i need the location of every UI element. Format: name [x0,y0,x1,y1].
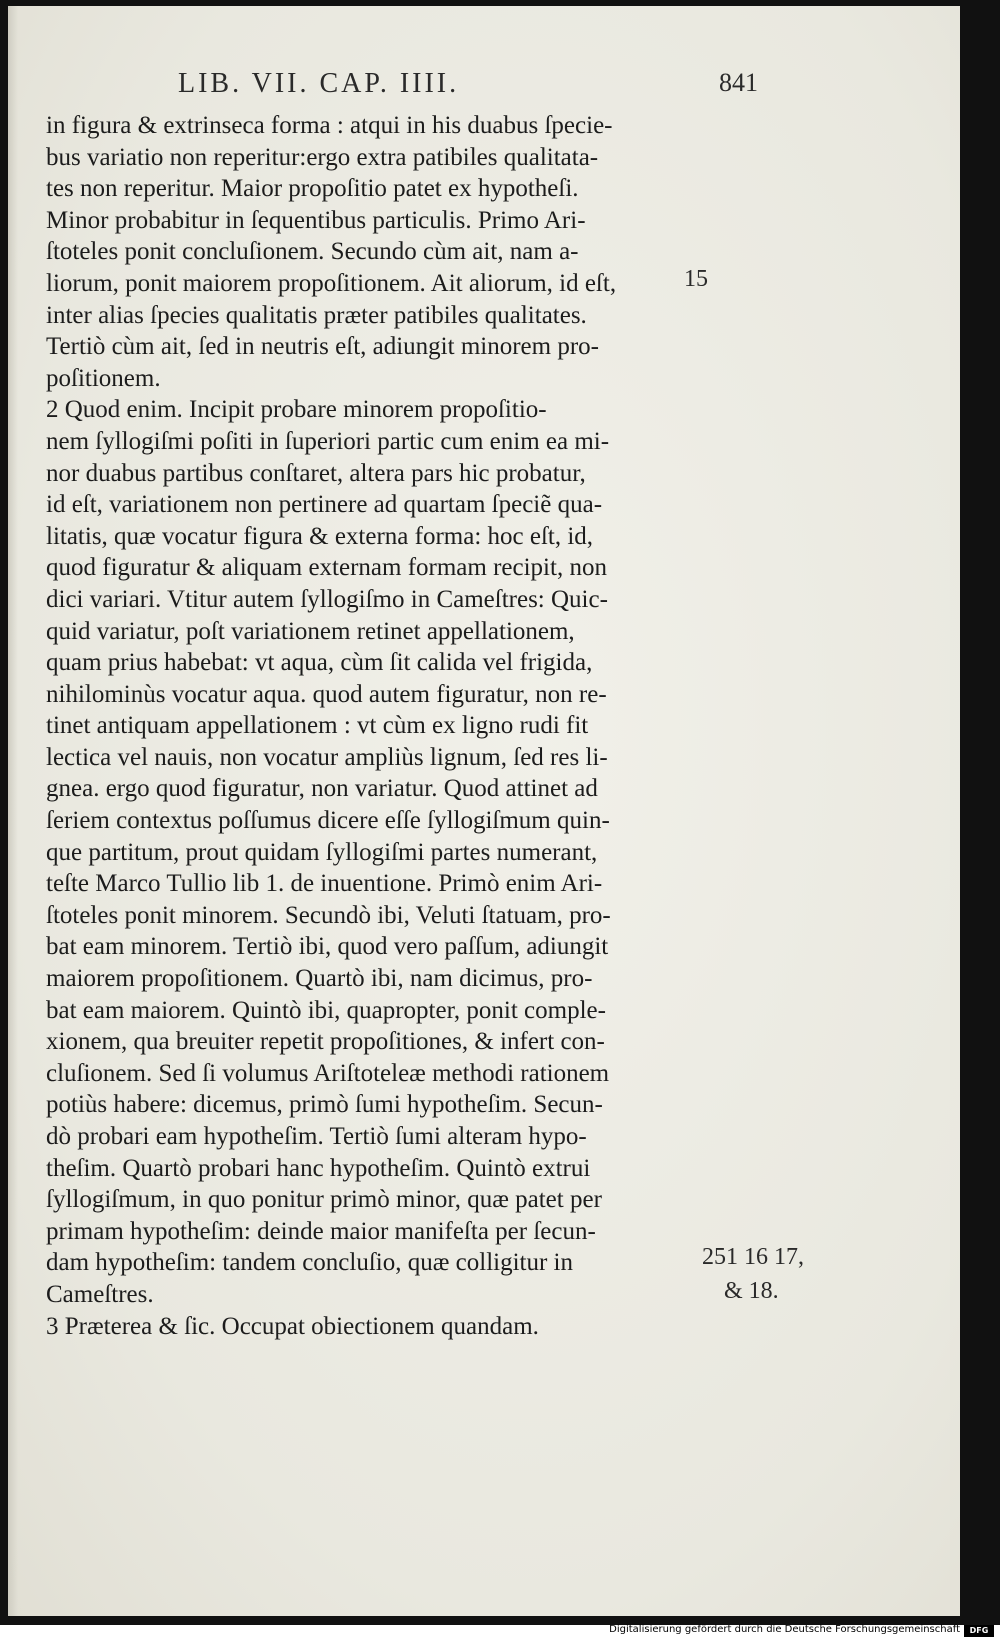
running-title: LIB. VII. CAP. IIII. [178,68,460,99]
text-line: quam prius habebat: vt aqua, cùm ſit calida vel frigida, [46,649,593,677]
text-line: ſeriem contextus poſſumus dicere eſſe ſyllogiſmum quin- [46,807,610,835]
text-line: Minor probabitur in ſequentibus particulis. Primo Ari- [46,206,586,234]
text-line: in figura & extrinseca forma : atqui in his duabus ſpecie- [46,112,613,139]
text-line: id eſt, variationem non pertinere ad quartam ſpeciẽ qua- [46,491,603,519]
text-line: bat eam maiorem. Quintò ibi, quapropter, ponit comple- [46,996,606,1024]
text-line: 3 Præterea & ſic. Occupat obiectionem quandam. [46,1312,539,1340]
text-line: quod figuratur & aliquam externam formam recipit, non [46,554,607,582]
margin-reference: 251 16 17, [702,1244,804,1270]
text-line: ſtoteles ponit minorem. Secundò ibi, Veluti ſtatuam, pro- [46,901,611,929]
text-line: liorum, ponit maiorem propoſitionem. Ait aliorum, id eſt, [46,269,617,297]
text-line: litatis, quæ vocatur figura & externa forma: hoc eſt, id, [46,522,594,550]
text-line: gnea. ergo quod figuratur, non variatur. Quod attinet ad [46,775,598,803]
book-page [8,6,960,1616]
text-line: bus variatio non reperitur:ergo extra patibiles qualitata- [46,143,599,171]
text-line: quid variatur, poſt variationem retinet appellationem, [46,617,575,645]
margin-line-number: 15 [684,266,708,292]
text-line: nihilominùs vocatur aqua. quod autem figuratur, non re- [46,680,607,708]
text-line: inter alias ſpecies qualitatis præter patibiles qualitates. [46,301,587,329]
text-line: lectica vel nauis, non vocatur ampliùs lignum, ſed res li- [46,743,608,771]
text-line: dam hypotheſim: tandem concluſio, quæ colligitur in [46,1249,574,1277]
text-line: primam hypotheſim: deinde maior manifeſta per ſecun- [46,1217,596,1245]
margin-reference-continued: & 18. [724,1278,779,1304]
text-line: bat eam minorem. Tertiò ibi, quod vero paſſum, adiungit [46,933,609,961]
text-line: theſim. Quartò probari hanc hypotheſim. Quintò extrui [46,1154,591,1182]
funding-credit: Digitalisierung gefördert durch die Deutsche Forschungsgemeinschaft [609,1624,960,1635]
text-line: Tertiò cùm ait, ſed in neutris eſt, adiungit minorem pro- [46,333,599,361]
text-line: nem ſyllogiſmi poſiti in ſuperiori partic cum enim ea mi- [46,427,610,455]
text-line: 2 Quod enim. Incipit probare minorem propoſitio- [46,396,547,424]
text-line: xionem, qua breuiter repetit propoſitiones, & infert con- [46,1028,605,1056]
text-line: dici variari. Vtitur autem ſyllogiſmo in Cameſtres: Quic- [46,585,608,613]
text-line: que partitum, prout quidam ſyllogiſmi partes numerant, [46,838,598,866]
body-text [46,110,686,1342]
text-line: nor duabus partibus conſtaret, altera pars hic probatur, [46,459,586,487]
digitization-footer [0,1625,1000,1638]
text-line: ſtoteles ponit concluſionem. Secundo cùm ait, nam a- [46,238,579,266]
text-line: tes non reperitur. Maior propoſitio patet ex hypotheſi. [46,175,579,203]
text-line: poſitionem. [46,364,161,392]
page-header [178,68,758,108]
text-line: Cameſtres. [46,1280,154,1308]
text-line: potiùs habere: dicemus, primò ſumi hypotheſim. Secun- [46,1091,603,1119]
text-line: tinet antiquam appellationem : vt cùm ex ligno rudi fit [46,712,589,740]
page-gutter [8,6,18,1616]
dfg-logo: DFG [964,1625,994,1637]
text-line: teſte Marco Tullio lib 1. de inuentione. Primò enim Ari- [46,870,603,898]
text-line: maiorem propoſitionem. Quartò ibi, nam dicimus, pro- [46,965,593,993]
text-line: cluſionem. Sed ſi volumus Ariſtoteleæ methodi rationem [46,1059,610,1087]
text-line: dò probari eam hypotheſim. Tertiò ſumi alteram hypo- [46,1123,587,1150]
folio-number: 841 [719,68,758,97]
text-line: ſyllogiſmum, in quo ponitur primò minor, quæ patet per [46,1186,602,1214]
